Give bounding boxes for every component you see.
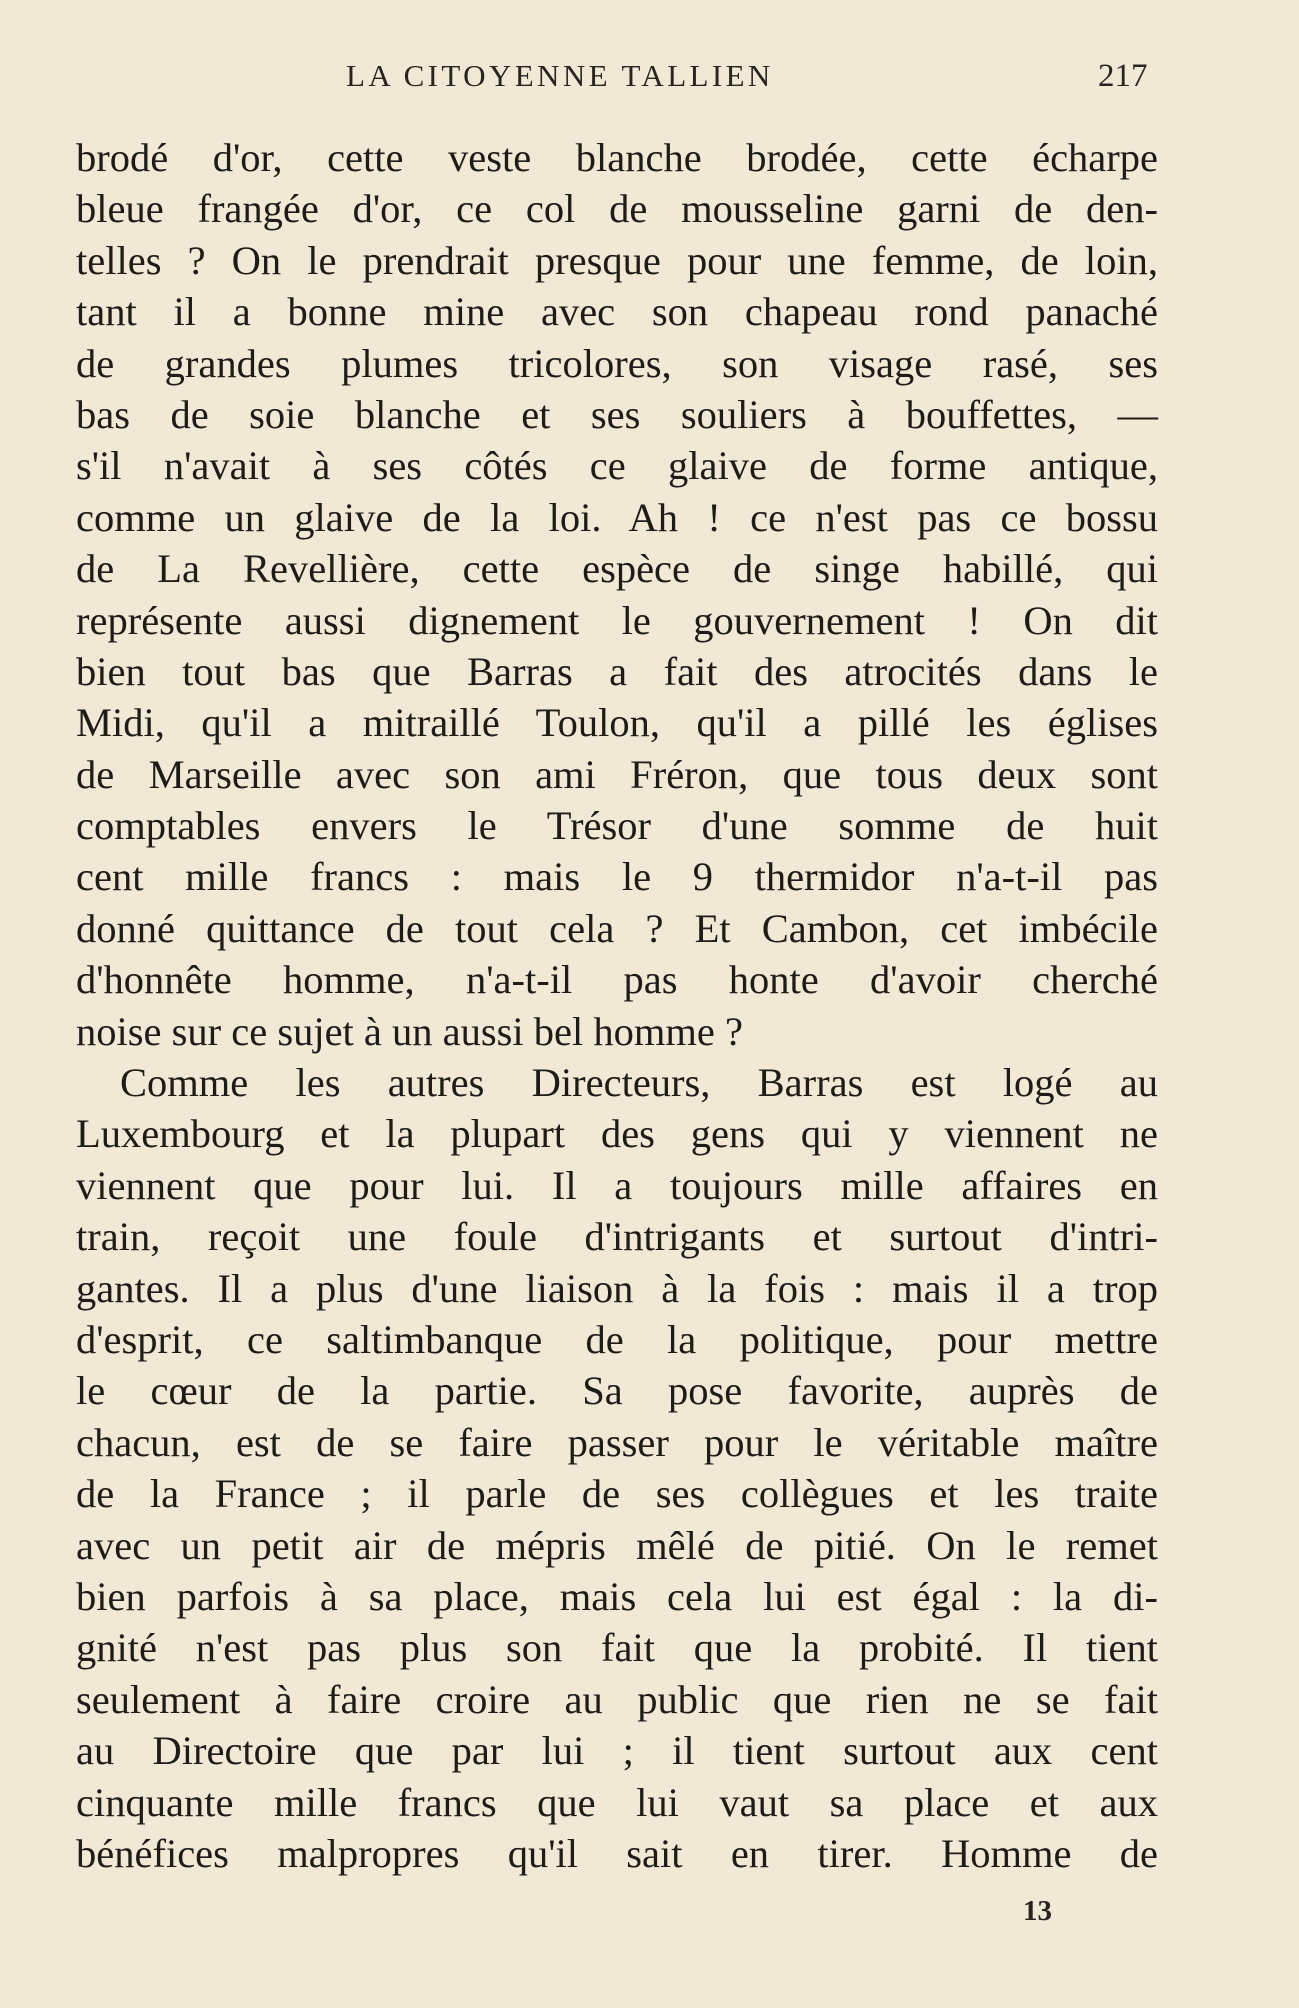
page-header (0, 58, 1299, 108)
page-number: 217 (1098, 58, 1148, 94)
text-line: bien parfois à sa place, mais cela lui est égal : la di- (76, 1573, 1158, 1619)
text-line: gnité n'est pas plus son fait que la probité. Il tient (76, 1625, 1158, 1671)
text-line: chacun, est de se faire passer pour le véritable maître (76, 1419, 1158, 1465)
text-line: bien tout bas que Barras a fait des atrocités dans le (76, 648, 1158, 694)
text-line: de la France ; il parle de ses collègues et les traite (76, 1471, 1158, 1517)
text-line: bénéfices malpropres qu'il sait en tirer. Homme de (76, 1830, 1158, 1876)
text-line: de grandes plumes tricolores, son visage rasé, ses (76, 340, 1158, 386)
signature-mark: 13 (1023, 1895, 1052, 1927)
text-line: s'il n'avait à ses côtés ce glaive de forme antique, (76, 443, 1158, 489)
text-line: le cœur de la partie. Sa pose favorite, auprès de (76, 1368, 1158, 1414)
text-line: d'honnête homme, n'a-t-il pas honte d'avoir cherché (76, 957, 1158, 1003)
text-line: Comme les autres Directeurs, Barras est logé au (120, 1060, 1158, 1106)
text-line: train, reçoit une foule d'intrigants et surtout d'intri- (76, 1214, 1158, 1260)
text-line: bleue frangée d'or, ce col de mousseline garni de den- (76, 186, 1158, 232)
body-text (76, 132, 1158, 1879)
text-line: donné quittance de tout cela ? Et Cambon, cet imbécile (76, 905, 1158, 951)
text-line: viennent que pour lui. Il a toujours mille affaires en (76, 1162, 1158, 1208)
text-line: seulement à faire croire au public que rien ne se fait (76, 1676, 1158, 1722)
text-line: brodé d'or, cette veste blanche brodée, cette écharpe (76, 135, 1158, 180)
text-line: représente aussi dignement le gouvernement ! On dit (76, 597, 1158, 643)
text-line: de La Revellière, cette espèce de singe habillé, qui (76, 546, 1158, 592)
text-line: bas de soie blanche et ses souliers à bouffettes, — (76, 391, 1158, 437)
text-line: de Marseille avec son ami Fréron, que tous deux sont (76, 751, 1158, 797)
text-line: cinquante mille francs que lui vaut sa place et aux (76, 1779, 1158, 1825)
text-line: telles ? On le prendrait presque pour une femme, de loin, (76, 237, 1158, 283)
text-line: comptables envers le Trésor d'une somme de huit (76, 803, 1158, 849)
text-line: Luxembourg et la plupart des gens qui y viennent ne (76, 1111, 1158, 1157)
text-line: au Directoire que par lui ; il tient surtout aux cent (76, 1728, 1158, 1774)
text-line: Midi, qu'il a mitraillé Toulon, qu'il a pillé les églises (76, 700, 1158, 746)
text-line: d'esprit, ce saltimbanque de la politique, pour mettre (76, 1316, 1158, 1362)
text-line: avec un petit air de mépris mêlé de pitié. On le remet (76, 1522, 1158, 1568)
paragraph (76, 132, 1158, 1057)
paragraph (76, 1057, 1158, 1879)
running-title: LA CITOYENNE TALLIEN (346, 58, 774, 93)
text-line: gantes. Il a plus d'une liaison à la fois : mais il a trop (76, 1265, 1158, 1311)
text-line: cent mille francs : mais le 9 thermidor n'a-t-il pas (76, 854, 1158, 900)
text-line: tant il a bonne mine avec son chapeau rond panaché (76, 289, 1158, 335)
text-line: comme un glaive de la loi. Ah ! ce n'est pas ce bossu (76, 494, 1158, 540)
text-line: noise sur ce sujet à un aussi bel homme ? (76, 1008, 743, 1054)
